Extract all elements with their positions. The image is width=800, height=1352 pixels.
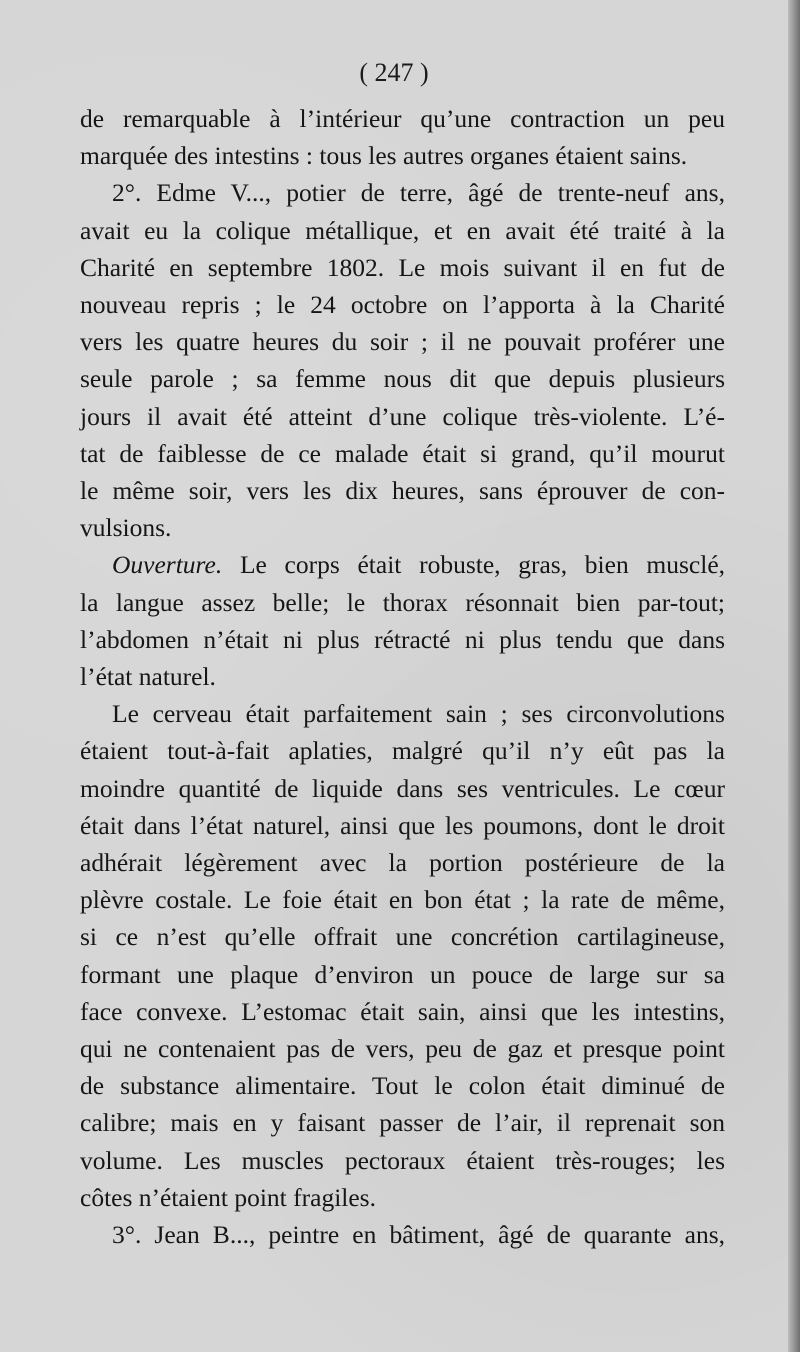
text-line bbox=[80, 770, 725, 807]
line-text: seule parole ; sa femme nous dit que depuis plusieurs bbox=[80, 364, 725, 394]
text-line bbox=[80, 1216, 725, 1253]
text-line bbox=[80, 546, 725, 583]
line-text: si ce n’est qu’elle offrait une concrétion cartilagineuse, bbox=[80, 922, 725, 952]
line-text: Le corps était robuste, gras, bien musclé, bbox=[239, 550, 726, 580]
text-line bbox=[80, 509, 725, 546]
line-text: formant une plaque d’environ un pouce de large sur sa bbox=[80, 959, 725, 989]
text-line bbox=[80, 1067, 725, 1104]
text-line bbox=[80, 137, 725, 174]
body-text bbox=[80, 100, 725, 1253]
page-number: ( 247 ) bbox=[359, 58, 429, 87]
line-text: l’abdomen n’était ni plus rétracté ni plus tendu que dans bbox=[80, 624, 725, 654]
line-text: de remarquable à l’intérieur qu’une contraction un peu bbox=[80, 104, 725, 133]
text-line bbox=[80, 100, 725, 137]
line-text: la langue assez belle; le thorax résonnait bien par-tout; bbox=[80, 587, 725, 617]
text-line bbox=[80, 1142, 725, 1179]
line-text: face convexe. L’estomac était sain, ainsi que les intestins, bbox=[80, 996, 725, 1026]
line-text: jours il avait été atteint d’une colique très-violente. L’é- bbox=[80, 401, 725, 431]
line-text: qui ne contenaient pas de vers, peu de gaz et presque point bbox=[80, 1034, 725, 1064]
line-text: moindre quantité de liquide dans ses ventricules. Le cœur bbox=[80, 773, 725, 803]
text-line bbox=[80, 732, 725, 769]
line-text: le même soir, vers les dix heures, sans éprouver de con- bbox=[80, 476, 725, 506]
line-text: vulsions. bbox=[80, 513, 172, 543]
line-text: côtes n’étaient point fragiles. bbox=[80, 1182, 376, 1212]
text-line bbox=[80, 807, 725, 844]
line-text: Le cerveau était parfaitement sain ; ses circonvolutions bbox=[112, 699, 725, 729]
text-line bbox=[80, 584, 725, 621]
text-line bbox=[80, 360, 725, 397]
line-text: marquée des intestins : tous les autres organes étaient sains. bbox=[80, 141, 688, 171]
text-line bbox=[80, 286, 725, 323]
line-text: 2°. Edme V..., potier de terre, âgé de trente-neuf ans, bbox=[112, 178, 725, 208]
line-text: l’état naturel. bbox=[80, 662, 216, 692]
text-line bbox=[80, 1179, 725, 1216]
line-text: 3°. Jean B..., peintre en bâtiment, âgé de quarante ans, bbox=[112, 1220, 725, 1250]
text-line bbox=[80, 249, 725, 286]
line-text: nouveau repris ; le 24 octobre on l’apporta à la Charité bbox=[80, 290, 725, 320]
line-text: de substance alimentaire. Tout le colon était diminué de bbox=[80, 1071, 725, 1101]
text-line bbox=[80, 323, 725, 360]
text-line bbox=[80, 1104, 725, 1141]
line-text: Charité en septembre 1802. Le mois suivant il en fut de bbox=[80, 252, 725, 282]
text-line bbox=[80, 844, 725, 881]
text-line bbox=[80, 881, 725, 918]
text-line bbox=[80, 993, 725, 1030]
text-line bbox=[80, 398, 725, 435]
line-text: calibre; mais en y faisant passer de l’air, il reprenait son bbox=[80, 1108, 725, 1138]
line-text: vers les quatre heures du soir ; il ne pouvait proférer une bbox=[80, 327, 725, 357]
line-text: adhérait légèrement avec la portion postérieure de la bbox=[80, 848, 725, 878]
line-text: avait eu la colique métallique, et en avait été traité à la bbox=[80, 215, 725, 245]
line-text: était dans l’état naturel, ainsi que les poumons, dont le droit bbox=[80, 810, 725, 840]
line-text: volume. Les muscles pectoraux étaient très-rouges; les bbox=[80, 1145, 725, 1175]
page-edge bbox=[788, 0, 800, 1352]
line-text: étaient tout-à-fait aplaties, malgré qu’il n’y eût pas la bbox=[80, 736, 725, 766]
text-line bbox=[80, 435, 725, 472]
text-line bbox=[80, 695, 725, 732]
text-line bbox=[80, 212, 725, 249]
text-line bbox=[80, 956, 725, 993]
text-line bbox=[80, 658, 725, 695]
text-line bbox=[80, 174, 725, 211]
text-line bbox=[80, 621, 725, 658]
line-text: tat de faiblesse de ce malade était si grand, qu’il mourut bbox=[80, 438, 725, 468]
section-lead: Ouverture. bbox=[112, 550, 223, 580]
text-line bbox=[80, 918, 725, 955]
line-text: plèvre costale. Le foie était en bon état ; la rate de même, bbox=[80, 885, 725, 915]
text-line bbox=[80, 1030, 725, 1067]
text-line bbox=[80, 472, 725, 509]
